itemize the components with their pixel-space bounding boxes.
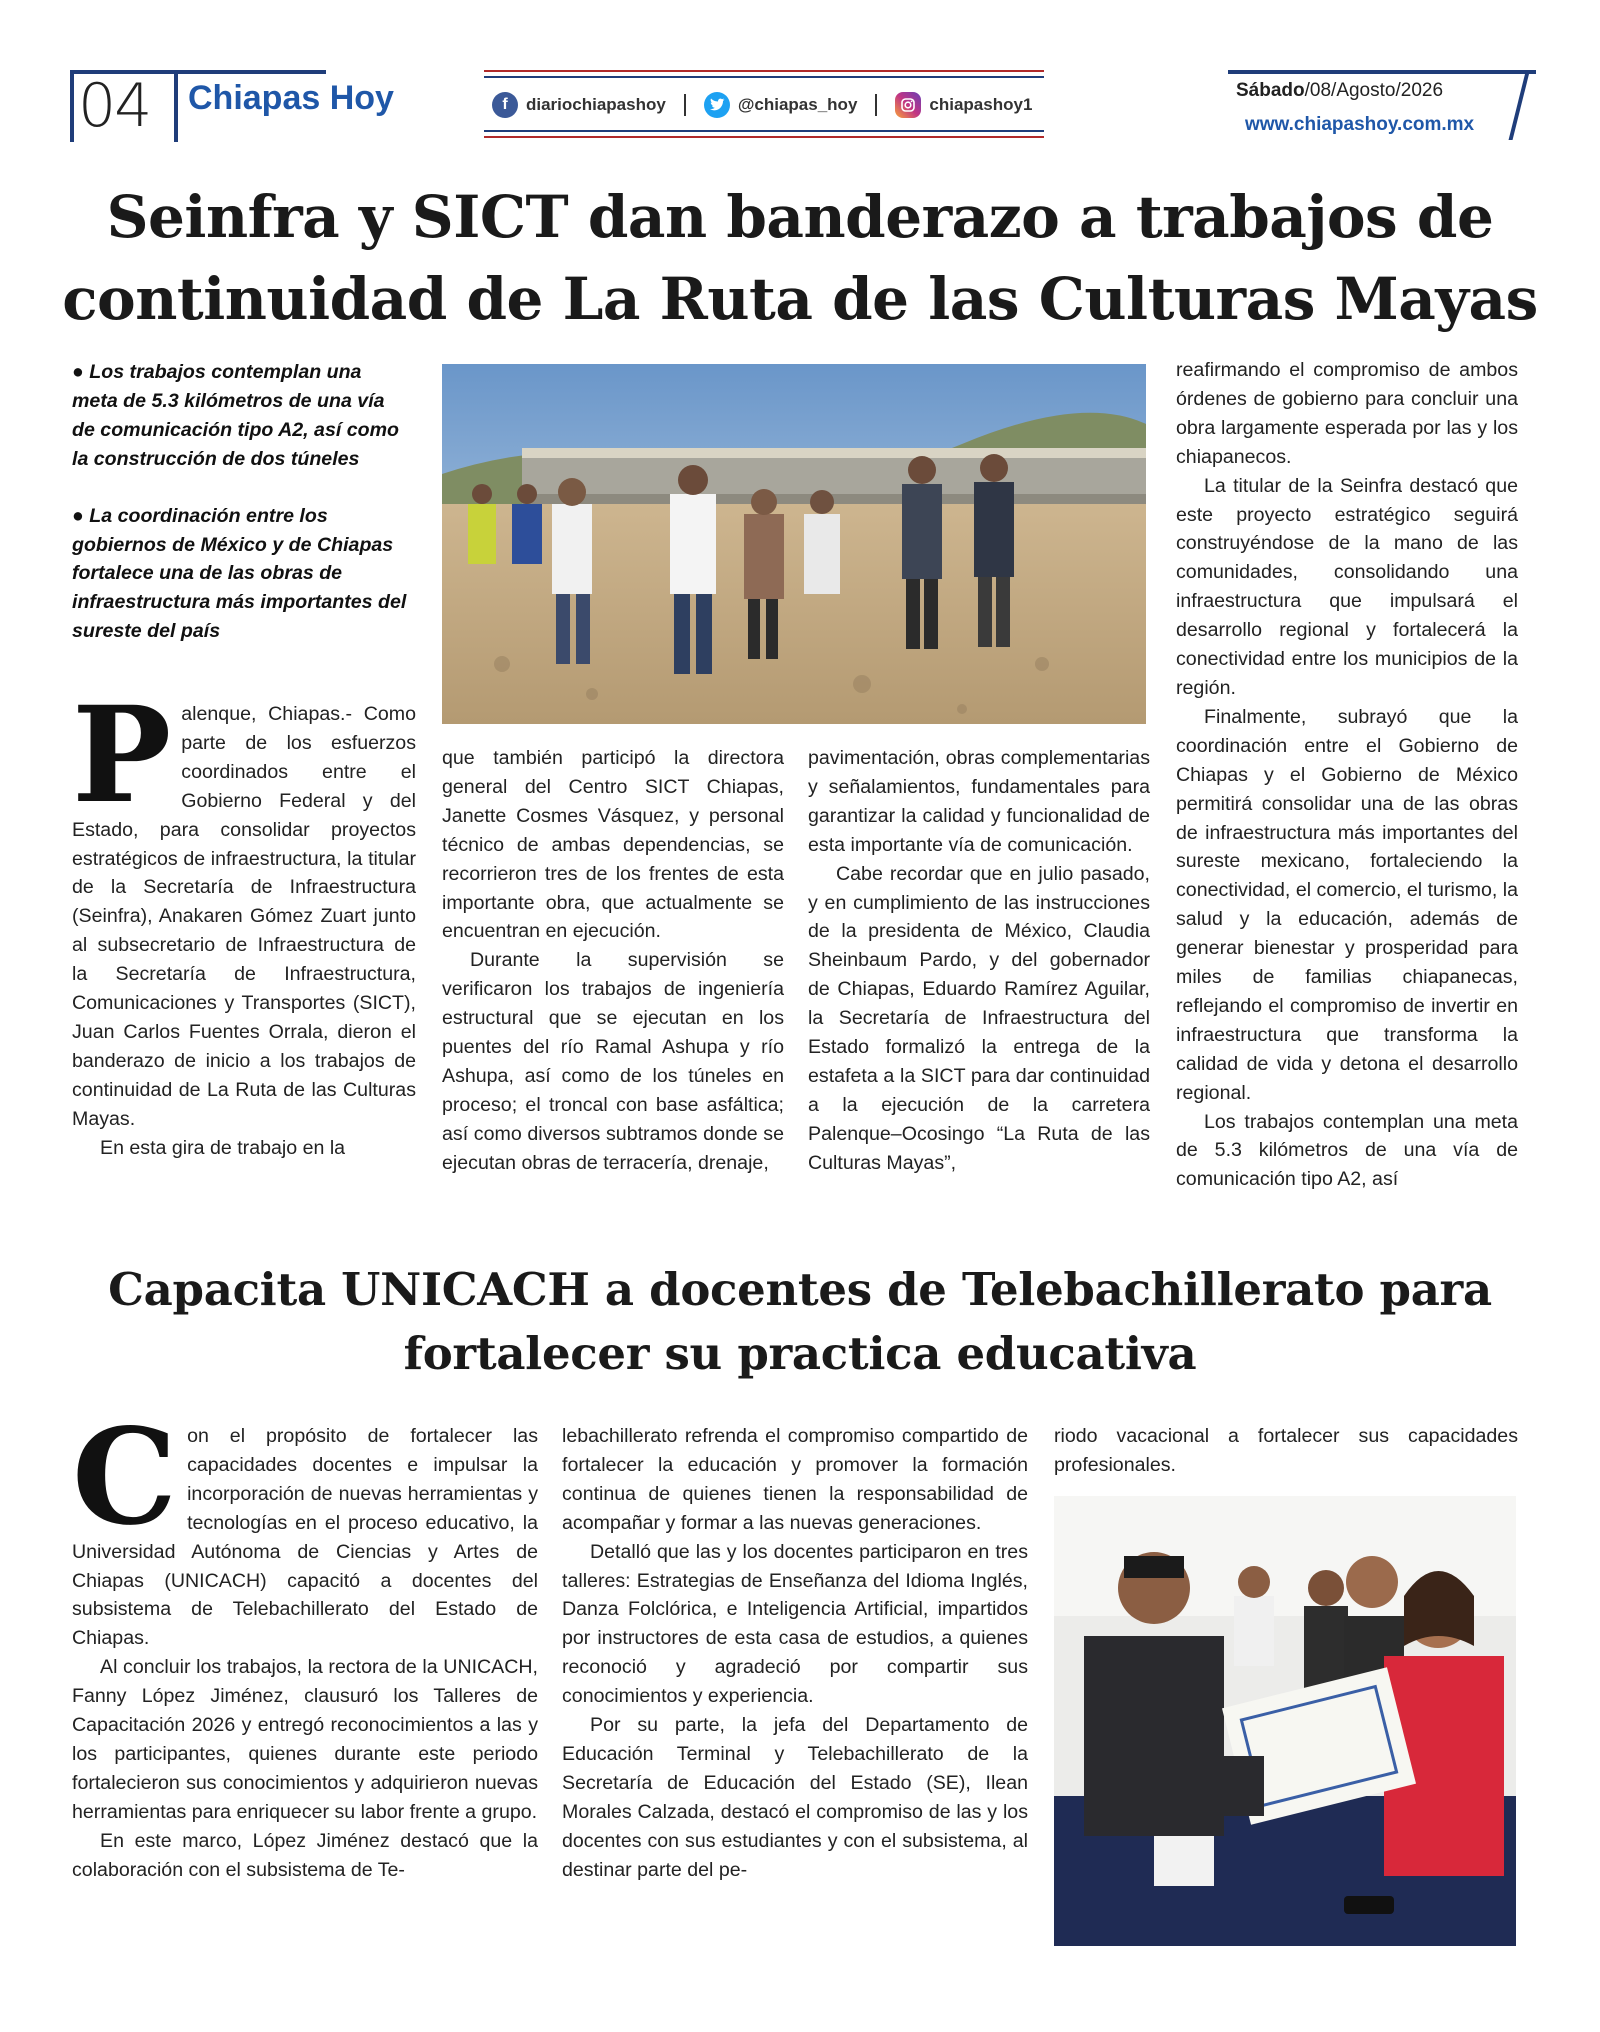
paragraph: Finalmente, subrayó que la coordinación entre el Gobierno de Chiapas y el Gobierno de México permitirá consolidar una de las obras de infraestructura más importantes del sureste mexicano, fortaleciendo la conectividad, el comercio, el turismo, la salud y la educación, además de generar bienestar y prosperidad para miles de familias chiapanecas, reflejando el compromiso de invertir en infraestructura que transforma la calidad de vida y detona el desarrollo regional. (1176, 705, 1518, 1104)
article-1-headline (60, 176, 1540, 340)
headline-line: Capacita UNICACH a docentes de Telebachillerato para (108, 1263, 1492, 1316)
date-frame-top (1228, 70, 1536, 74)
article-1-column-1 (72, 678, 416, 1163)
paragraph: Cabe recordar que en julio pasado, y en cumplimiento de las instrucciones de la presidenta de México, Claudia Sheinbaum Pardo, y del gobernador de Chiapas, Eduardo Ramírez Aguilar, la Secretaría de Infraestructura del Estado formalizó la entrega de la estafeta a la SICT para dar continuidad a la ejecución de la carretera Palenque–Ocosingo “La Ruta de las Culturas Mayas”, (808, 862, 1150, 1174)
header-rule (166, 70, 326, 74)
paragraph: alenque, Chiapas.- Como parte de los esfuerzos coordinados entre el Gobierno Federal y del Estado, para consolidar proyectos estratégicos de infraestructura, la titular de la Secretaría de Infraestructura (Seinfra), Anakaren Gómez Zuart junto al subsecretario de Infraestructura de la Secretaría de Infraestructura, Comunicaciones y Transportes (SICT), Juan Carlos Fuentes Orrala, dieron el banderazo de inicio a los trabajos de continuidad de La Ruta de las Culturas Mayas. (72, 703, 416, 1130)
social-rule-bottom-red (484, 136, 1044, 138)
article-2-column-1 (72, 1400, 538, 1885)
instagram-handle[interactable]: chiapashoy1 (929, 95, 1033, 114)
social-bar (484, 68, 1044, 140)
paragraph: Durante la supervisión se verificaron los trabajos de ingeniería estructural que se ejecutan en los puentes del río Ramal Ashupa y río Ashupa, así como de los túneles en proceso; el troncal con base asfáltica; así como diversos subtramos donde se ejecutan obras de terracería, drenaje, (442, 949, 784, 1174)
date-frame-side (1509, 70, 1530, 140)
headline-line: continuidad de La Ruta de las Culturas Mayas (62, 265, 1538, 333)
headline-line: Seinfra y SICT dan banderazo a trabajos de (106, 183, 1494, 251)
paragraph: Por su parte, la jefa del Departamento de Educación Terminal y Telebachillerato de la Secretaría de Educación del Estado (SE), Ilean Morales Calzada, destacó el compromiso de las y los docentes con sus estudiantes y con el subsistema, al destinar parte del pe- (562, 1714, 1028, 1881)
article-1-column-3 (808, 744, 1150, 1178)
instagram-icon (895, 92, 921, 118)
section-name: Chiapas Hoy (188, 79, 394, 117)
paragraph: on el propósito de fortalecer las capacidades docentes e impulsar la incorporación de nuevas herramientas y tecnologías en el proceso educativo, la Universidad Autónoma de Ciencias y Artes de Chiapas (UNICACH) capacitó a docentes del subsistema de Telebachillerato del Estado de Chiapas. (72, 1425, 538, 1650)
article-1-column-2 (442, 744, 784, 1178)
article-2-photo (1054, 1496, 1516, 1946)
twitter-handle[interactable]: @chiapas_hoy (737, 95, 858, 114)
issue-date (1236, 80, 1443, 102)
facebook-icon: f (492, 92, 518, 118)
page-number: 04 (78, 71, 151, 141)
paragraph: Al concluir los trabajos, la rectora de la UNICACH, Fanny López Jiménez, clausuró los Talleres de Capacitación 2026 y entregó reconocimientos a las y los participantes, quienes durante este periodo fortalecieron sus conocimientos y adquirieron nuevas herramientas para enriquecer su labor frente a grupo. (72, 1656, 538, 1823)
social-rule-bottom-blue (484, 130, 1044, 132)
article-1-photo (442, 364, 1146, 724)
paragraph: Detalló que las y los docentes participaron en tres talleres: Estrategias de Enseñanza del Idioma Inglés, Danza Folclórica, e Inteligencia Artificial, impartidos por instructores de esta casa de estudios, a quienes reconoció y agradeció por compartir sus conocimientos y experiencia. (562, 1540, 1028, 1708)
paragraph: En esta gira de trabajo en la (100, 1136, 346, 1159)
article-1-highlights (72, 358, 412, 674)
twitter-icon (704, 92, 730, 118)
facebook-handle[interactable]: diariochiapashoy (526, 95, 666, 114)
date-rest: /08/Agosto/2026 (1304, 80, 1444, 101)
social-divider (684, 94, 686, 116)
website-link[interactable]: www.chiapashoy.com.mx (1245, 114, 1475, 135)
dropcap: C (72, 1400, 178, 1555)
paragraph: Los trabajos contemplan una meta de 5.3 kilómetros de una vía de comunicación tipo A2, así (1176, 1110, 1518, 1191)
article-2-headline (60, 1258, 1540, 1386)
highlight-item: ● La coordinación entre los gobiernos de México y de Chiapas fortalece una de las obras de infraestructura más importantes del sureste del país (72, 504, 407, 643)
paragraph: reafirmando el compromiso de ambos órdenes de gobierno para concluir una obra largamente esperada por las y los chiapanecos. (1176, 359, 1518, 468)
social-rule-top-red (484, 70, 1044, 72)
headline-line: fortalecer su practica educativa (403, 1327, 1197, 1380)
article-2-column-2 (562, 1422, 1028, 1885)
article-1-column-4 (1176, 356, 1518, 1194)
paragraph: La titular de la Seinfra destacó que este proyecto estratégico seguirá construyéndose de la mano de las comunidades, consolidando una infraestructura que impulsará el desarrollo regional y fortalecerá la conectividad entre los municipios de la región. (1176, 474, 1518, 699)
social-rule-top-blue (484, 76, 1044, 78)
paragraph: que también participó la directora general del Centro SICT Chiapas, Janette Cosmes Vásquez, y personal técnico de ambas dependencias, se recorrieron tres de los frentes de esta importante obra, que actualmente se encuentran en ejecución. (442, 747, 784, 943)
article-2-column-3 (1054, 1422, 1518, 1480)
paragraph: lebachillerato refrenda el compromiso compartido de fortalecer la educación y promover la formación continua de quienes tienen la responsabilidad de acompañar y formar a las nuevas generaciones. (562, 1425, 1028, 1534)
highlight-item: ● Los trabajos contemplan una meta de 5.3 kilómetros de una vía de comunicación tipo A2, así como la construcción de dos túneles (72, 361, 399, 470)
social-divider (875, 94, 877, 116)
paragraph: En este marco, López Jiménez destacó que la colaboración con el subsistema de Te- (72, 1829, 538, 1881)
paragraph: pavimentación, obras complementarias y señalamientos, fundamentales para garantizar la calidad y funcionalidad de esta importante vía de comunicación. (808, 747, 1150, 856)
date-day: Sábado (1236, 80, 1305, 101)
dropcap: P (72, 678, 172, 833)
paragraph: riodo vacacional a fortalecer sus capacidades profesionales. (1054, 1425, 1518, 1476)
